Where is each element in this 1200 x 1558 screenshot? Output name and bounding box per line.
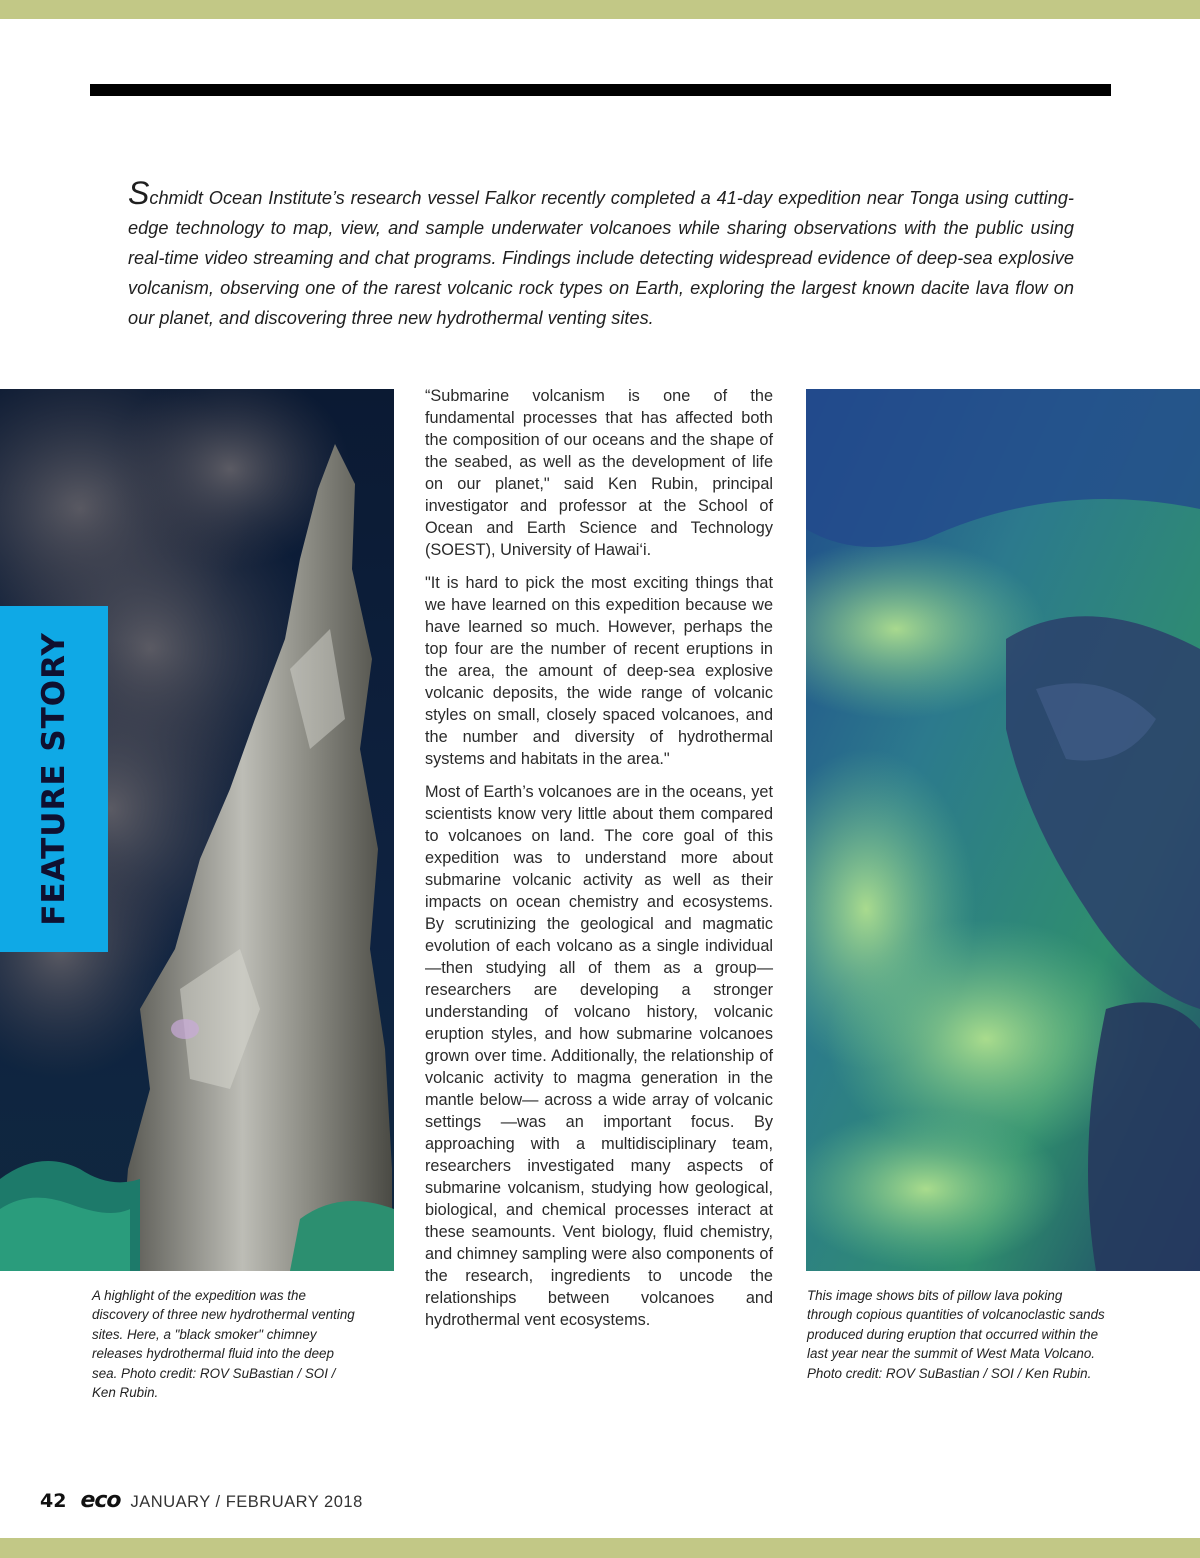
- issue-date: JANUARY / FEBRUARY 2018: [130, 1493, 363, 1511]
- page-number: 42: [40, 1490, 67, 1512]
- feature-story-label: FEATURE STORY: [36, 632, 72, 926]
- magazine-logo: eco: [80, 1488, 121, 1513]
- body-paragraph: "It is hard to pick the most exciting things that we have learned on this expedition because we have learned so much. However, perhaps the top four are the number of recent eruptions in the area, the amount of deep-sea explosive volcanic deposits, the wide range of volcanic styles on small, closely spaced volcanoes, and the number and diversity of hydrothermal systems and habitats in the area.": [425, 574, 773, 768]
- intro-paragraph: [128, 175, 1074, 333]
- drop-cap: S: [128, 175, 150, 211]
- header-rule: [90, 84, 1111, 96]
- body-paragraph: “Submarine volcanism is one of the fundamental processes that has affected both the composition of our oceans and the shape of the seabed, as well as the development of life on our planet," said Ken Rubin, principal investigator and professor at the School of Ocean and Earth Science and Technology (SOEST), University of Hawai‘i.: [425, 387, 773, 559]
- body-paragraph: Most of Earth’s volcanoes are in the oceans, yet scientists know very little about them compared to volcanoes on land. The core goal of this expedition was to understand more about submarine volcanic activity as well as their impacts on ocean chemistry and ecosystems. By scrutinizing the geological and magmatic evolution of each volcano as a single individual —then studying all of them as a group— researchers are developing a stronger understanding of volcano history, volcanic eruption styles, and how submarine volcanoes grown over time. Additionally, the relationship of volcanic activity to magma generation in the mantle below— across a wide array of volcanic settings —was an important focus. By approaching with a multidisciplinary team, researchers investigated many aspects of submarine volcanism, studying how geological, biological, and chemical processes interact at these seamounts. Vent biology, fluid chemistry, and chimney sampling were also components of the research, ingredients to uncode the relationships between volcanoes and hydrothermal vent ecosystems.: [425, 783, 773, 1329]
- bottom-color-band: [0, 1538, 1200, 1558]
- top-color-band: [0, 0, 1200, 19]
- right-photo-caption: This image shows bits of pillow lava poking through copious quantities of volcanoclastic sands produced during eruption that occurred within the last year near the summit of West Mata Volcano. Photo credit: ROV SuBastian / SOI / Ken Rubin.: [807, 1288, 1105, 1381]
- pillow-lava-photo: [806, 389, 1200, 1271]
- page-footer: [40, 1488, 363, 1512]
- left-photo-caption: A highlight of the expedition was the discovery of three new hydrothermal venting sites. Here, a "black smoker" chimney releases hydrothermal fluid into the deep sea. Photo credit: ROV SuBastian / SOI / Ken Rubin.: [92, 1288, 355, 1401]
- feature-story-tab: [0, 606, 108, 952]
- body-text-column: [425, 385, 773, 1342]
- intro-text: chmidt Ocean Institute’s research vessel Falkor recently completed a 41-day expedition near Tonga using cutting-edge technology to map, view, and sample underwater volcanoes while sharing observations with the public using real-time video streaming and chat programs. Findings include detecting widespread evidence of deep-sea explosive volcanism, observing one of the rarest volcanic rock types on Earth, exploring the largest known dacite lava flow on our planet, and discovering three new hydrothermal venting sites.: [128, 188, 1074, 328]
